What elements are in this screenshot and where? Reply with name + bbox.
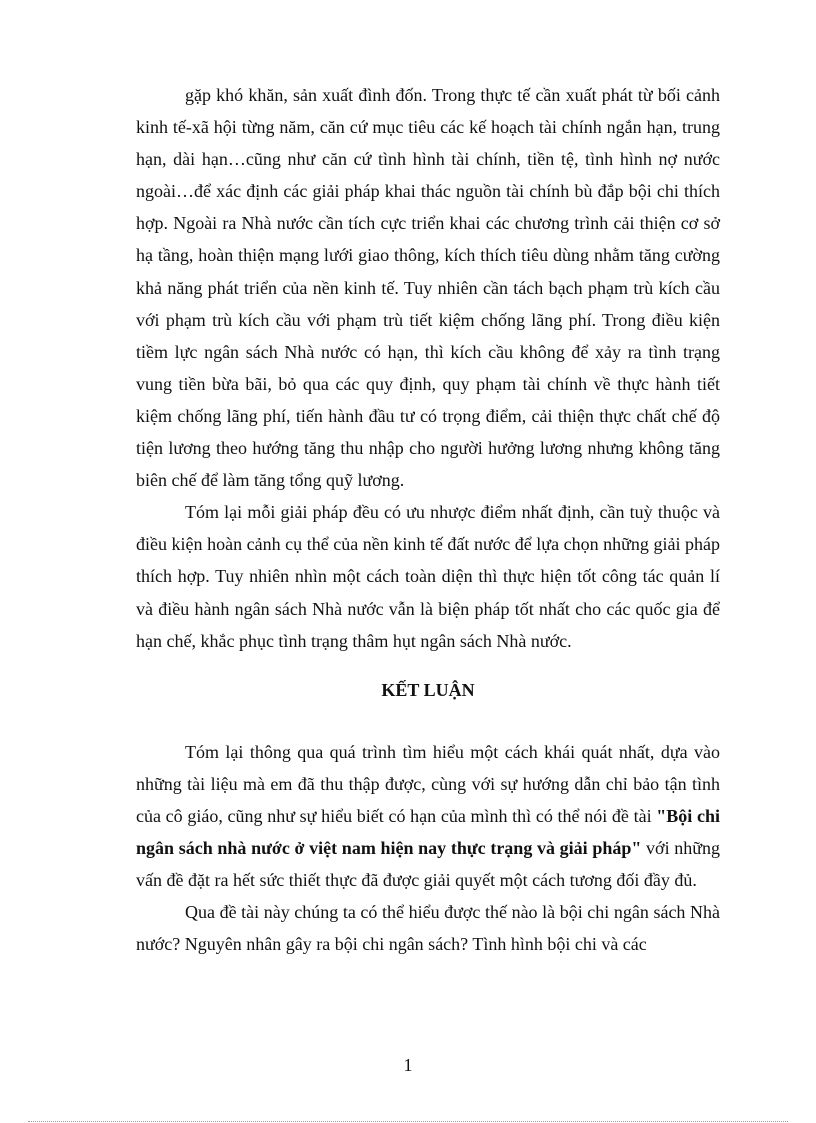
conclusion-paragraph-1 xyxy=(136,736,720,896)
conclusion-text-start: Tóm lại thông qua quá trình tìm hiểu một cách khái quát nhất, dựa vào những tài liệu mà em đã thu thập được, cùng với sự hướng dẫn chỉ bảo tận tình của cô giáo, cũng như sự hiểu biết có hạn của mình thì có thể nói đề tài xyxy=(136,741,720,826)
body-paragraph-1: gặp khó khăn, sản xuất đình đốn. Trong thực tế cần xuất phát từ bối cảnh kinh tế-xã hội từng năm, căn cứ mục tiêu các kế hoạch tài chính ngắn hạn, trung hạn, dài hạn…cũng như căn cứ tình hình tài chính, tiền tệ, tình hình nợ nước ngoài…để xác định các giải pháp khai thác nguồn tài chính bù đắp bội chi thích hợp. Ngoài ra Nhà nước cần tích cực triển khai các chương trình cải thiện cơ sở hạ tầng, hoàn thiện mạng lưới giao thông, kích thích tiêu dùng nhằm tăng cường khả năng phát triển của nền kinh tế. Tuy nhiên cần tách bạch phạm trù kích cầu với phạm trù kích cầu với phạm trù tiết kiệm chống lãng phí. Trong điều kiện tiềm lực ngân sách Nhà nước có hạn, thì kích cầu không để xảy ra tình trạng vung tiền bừa bãi, bỏ qua các quy định, quy phạm tài chính về thực hành tiết kiệm chống lãng phí, tiến hành đầu tư có trọng điểm, cải thiện thực chất chế độ tiện lương theo hướng tăng thu nhập cho người hưởng lương nhưng không tăng biên chế để làm tăng tổng quỹ lương. xyxy=(136,85,720,491)
page-number: 1 xyxy=(403,1055,413,1075)
body-paragraph-2: Tóm lại mỗi giải pháp đều có ưu nhược điểm nhất định, cần tuỳ thuộc và điều kiện hoàn cảnh cụ thể của nền kinh tế đất nước để lựa chọn những giải pháp thích hợp. Tuy nhiên nhìn một cách toàn diện thì thực hiện tốt công tác quản lí và điều hành ngân sách Nhà nước vẫn là biện pháp tốt nhất cho các quốc gia để hạn chế, khắc phục tình trạng thâm hụt ngân sách Nhà nước. xyxy=(136,502,720,651)
conclusion-text-end: với những vấn đề đặt ra hết sức thiết thực đã được giải quyết một cách tương đối đầy đủ. xyxy=(136,837,720,891)
page-bottom-divider xyxy=(28,1121,788,1122)
conclusion-heading: KẾT LUẬN xyxy=(381,679,475,700)
thesis-title: "Bội chi ngân sách nhà nước ở việt nam hiện nay thực trạng và giải pháp" xyxy=(136,805,720,858)
conclusion-paragraph-2: Qua đề tài này chúng ta có thể hiểu được thế nào là bội chi ngân sách Nhà nước? Nguyên nhân gây ra bội chi ngân sách? Tình hình bội chi và các xyxy=(136,902,720,955)
document-page xyxy=(136,79,720,960)
